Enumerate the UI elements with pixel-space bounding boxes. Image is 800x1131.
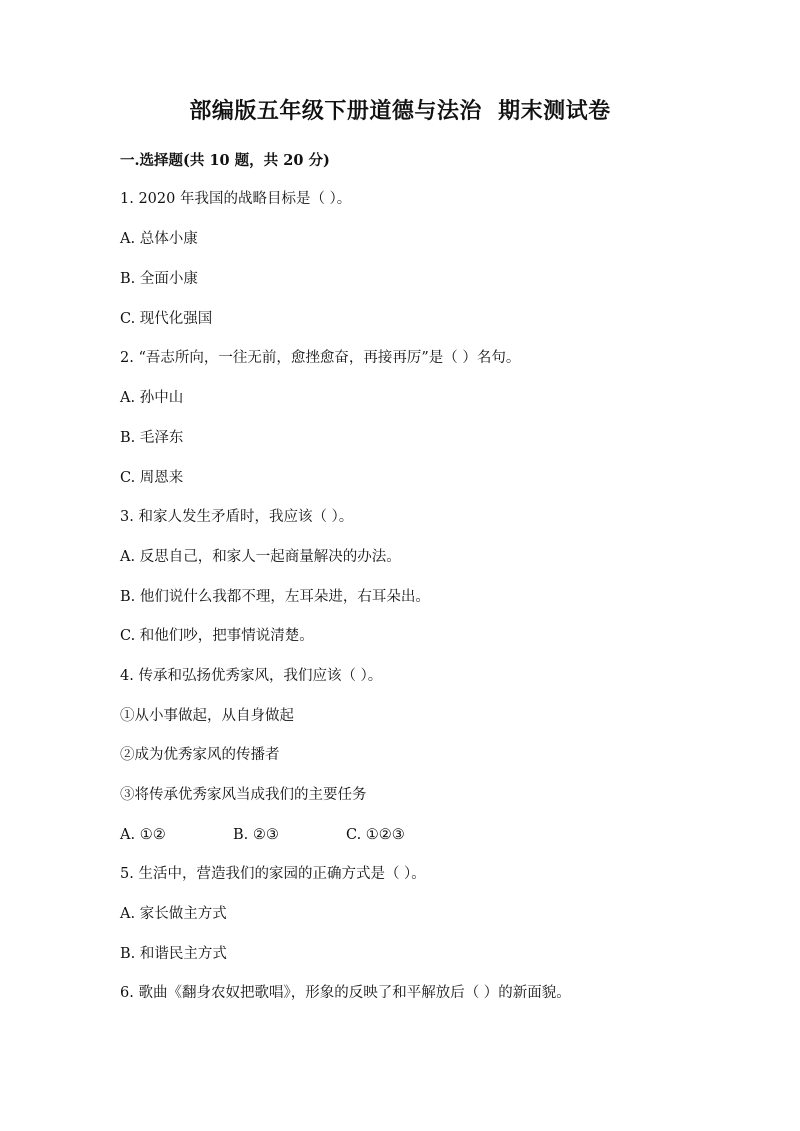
question-stem: 4. 传承和弘扬优秀家风，我们应该（ ）。 <box>120 668 383 684</box>
statement-item: ③将传承优秀家风当成我们的主要任务 <box>120 787 367 803</box>
statement-item: ②成为优秀家风的传播者 <box>120 747 280 763</box>
question-stem: 1. 2020 年我国的战略目标是（ ）。 <box>120 191 352 207</box>
question-stem: 3. 和家人发生矛盾时，我应该（ ）。 <box>120 509 354 525</box>
answer-option: B. 和谐民主方式 <box>120 946 227 962</box>
question-stem: 6. 歌曲《翻身农奴把歌唱》，形象的反映了和平解放后（ ）的新面貌。 <box>120 985 571 1001</box>
question-stem: 2. “吾志所向，一往无前，愈挫愈奋，再接再厉”是（ ）名句。 <box>120 350 521 366</box>
statement-item: ①从小事做起，从自身做起 <box>120 708 294 724</box>
answer-option: B. ②③ <box>233 827 279 843</box>
answer-option: A. 总体小康 <box>120 231 198 247</box>
question-stem: 5. 生活中，营造我们的家园的正确方式是（ ）。 <box>120 866 426 882</box>
page-title: 部编版五年级下册道德与法治 期末测试卷 <box>189 98 611 124</box>
answer-option: B. 毛泽东 <box>120 430 184 446</box>
answer-option: A. ①② <box>120 827 166 843</box>
answer-option: B. 他们说什么我都不理，左耳朵进，右耳朵出。 <box>120 589 430 605</box>
answer-option: C. 现代化强国 <box>120 311 213 327</box>
answer-option: B. 全面小康 <box>120 271 198 287</box>
answer-option: A. 孙中山 <box>120 390 184 406</box>
answer-option: C. ①②③ <box>346 827 405 843</box>
section-heading: 一.选择题(共 10 题，共 20 分) <box>120 152 330 169</box>
answer-option: A. 家长做主方式 <box>120 906 227 922</box>
answer-option: C. 和他们吵，把事情说清楚。 <box>120 628 314 644</box>
answer-option: A. 反思自己，和家人一起商量解决的办法。 <box>120 549 401 565</box>
answer-option: C. 周恩来 <box>120 470 184 486</box>
